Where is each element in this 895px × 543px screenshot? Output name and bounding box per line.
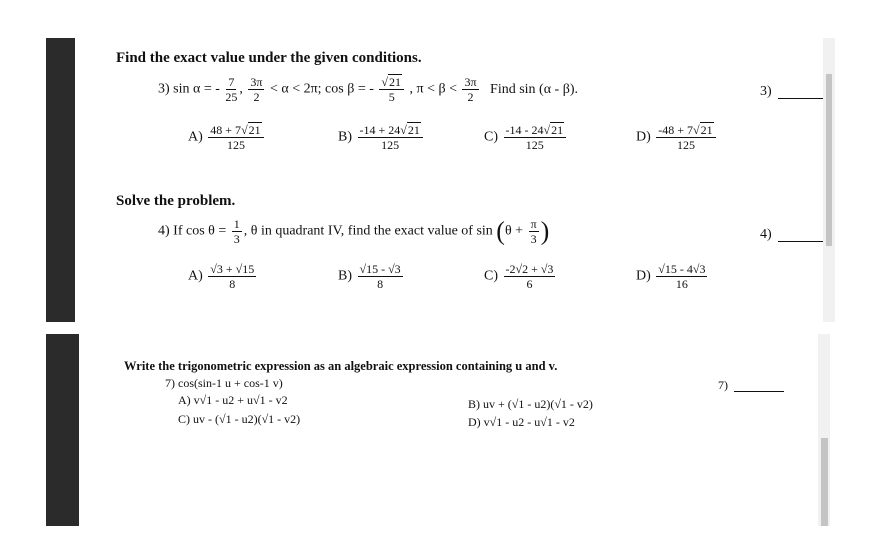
- page1-left-gutter: [46, 38, 75, 322]
- q4-choice-a[interactable]: [188, 263, 258, 290]
- q3-beta-upper-den: 2: [467, 90, 474, 104]
- q3-a-den: 125: [226, 138, 245, 152]
- q3-answer-blank[interactable]: [778, 98, 823, 99]
- q3-three-pi-den: 2: [253, 90, 260, 104]
- q3-sin-alpha: 3) sin α = -: [158, 81, 220, 97]
- q3-choice-a-label: A): [188, 129, 203, 145]
- scrollbar-thumb-page2[interactable]: [821, 438, 828, 526]
- question-3-stem: [158, 76, 578, 103]
- question-7-prompt: 7) cos(sin-1 u + cos-1 v): [165, 376, 283, 390]
- q3-c-den: 125: [525, 138, 544, 152]
- q4-a-num: √3 + √15: [210, 262, 255, 276]
- q3-c-root: 21: [551, 123, 564, 137]
- q3-choice-b-label: B): [338, 129, 352, 145]
- q4-c-num: -2√2 + √3: [505, 262, 554, 276]
- q7-choice-b[interactable]: B) uv + (√1 - u2)(√1 - v2): [468, 397, 593, 411]
- q4-a-den: 8: [229, 277, 236, 291]
- q3-choice-c-fraction: $\frac{-14 - 24√21}{125}$: [504, 124, 567, 151]
- q3-alpha-range: < α < 2π; cos β = -: [269, 81, 374, 97]
- q3-d-root: 21: [700, 123, 713, 137]
- q4-choice-a-fraction: [208, 263, 256, 290]
- q4-answer-label: 4): [760, 227, 772, 242]
- q4-choice-d-fraction: [656, 263, 707, 290]
- q3-d-den: 125: [676, 138, 695, 152]
- q7-choice-a[interactable]: A) v√1 - u2 + u√1 - v2: [178, 393, 288, 407]
- q4-b-num: √15 - √3: [359, 262, 401, 276]
- q4-choice-d[interactable]: [636, 263, 709, 290]
- q4-cos-theta: 4) If cos θ =: [158, 223, 227, 239]
- q3-three-pi-fraction: [248, 76, 264, 103]
- q3-choice-c-label: C): [484, 129, 498, 145]
- q4-left-paren: (: [496, 216, 505, 246]
- q3-b-root: 21: [407, 123, 420, 137]
- q4-arg-pre: θ +: [504, 223, 524, 239]
- q3-choice-b[interactable]: [338, 124, 425, 151]
- q3-choice-d[interactable]: [636, 124, 718, 151]
- section-heading-algebraic: Write the trigonometric expression as an algebraic expression containing u and v.: [124, 359, 558, 373]
- q4-d-num: √15 - 4√3: [658, 262, 706, 276]
- q3-comma: ,: [239, 81, 247, 97]
- q4-right-paren: ): [540, 216, 550, 246]
- q3-choice-a-fraction: $\frac{48 + 7√21}{125}$: [208, 124, 263, 151]
- q3-beta-range: , π < β <: [409, 81, 457, 97]
- q4-arg-den: 3: [530, 232, 537, 246]
- q3-choice-d-label: D): [636, 129, 651, 145]
- q4-answer-blank[interactable]: [778, 241, 823, 242]
- q3-cos-fraction: $\frac{√21}{5}$: [379, 76, 404, 103]
- q3-alpha-fraction: [225, 76, 237, 103]
- section-heading-exact-value: Find the exact value under the given conditions.: [116, 50, 422, 66]
- q4-choice-c-label: C): [484, 268, 498, 284]
- q4-pi-third: [529, 218, 539, 245]
- q4-choice-d-label: D): [636, 268, 651, 284]
- q3-choice-c[interactable]: [484, 124, 568, 151]
- q7-answer-label: 7): [718, 378, 728, 392]
- q3-find: Find sin (α - β).: [490, 81, 579, 97]
- q3-b-num: -14 + 24: [359, 123, 401, 137]
- q4-c-den: 6: [526, 277, 533, 291]
- q3-choice-b-fraction: $\frac{-14 + 24√21}{125}$: [358, 124, 423, 151]
- scrollbar-thumb-page1[interactable]: [826, 74, 832, 246]
- q3-cos-den: 5: [388, 90, 395, 104]
- q3-root21: 21: [389, 75, 401, 89]
- q3-b-den: 125: [381, 138, 400, 152]
- q4-choice-c-fraction: [504, 263, 556, 290]
- q3-three-pi-num: 3π: [250, 75, 263, 89]
- q3-d-num: -48 + 7: [658, 123, 694, 137]
- q7-choice-d[interactable]: D) v√1 - u2 - u√1 - v2: [468, 415, 575, 429]
- q7-answer-blank[interactable]: [734, 391, 784, 392]
- q4-frac-num: 1: [233, 217, 240, 231]
- q4-text: , θ in quadrant IV, find the exact value of sin: [243, 223, 493, 239]
- q4-choice-b-fraction: [358, 263, 403, 290]
- q3-beta-upper-fraction: [462, 76, 478, 103]
- q4-d-den: 16: [675, 277, 688, 291]
- q3-alpha-num: 7: [228, 75, 235, 89]
- q4-arg-num: π: [530, 217, 537, 231]
- q3-c-num: -14 - 24: [505, 123, 544, 137]
- q4-choice-b[interactable]: [338, 263, 405, 290]
- q3-alpha-den: 25: [225, 90, 238, 104]
- q4-choice-a-label: A): [188, 268, 203, 284]
- q3-a-root: 21: [248, 123, 261, 137]
- q3-choice-a[interactable]: [188, 124, 266, 151]
- q4-frac-den: 3: [233, 232, 240, 246]
- question-4-stem: [158, 218, 549, 245]
- q7-choice-c[interactable]: C) uv - (√1 - u2)(√1 - v2): [178, 412, 301, 426]
- q3-answer-label: 3): [760, 84, 772, 99]
- q3-beta-upper-num: 3π: [464, 75, 477, 89]
- q3-a-num: 48 + 7: [210, 123, 242, 137]
- q4-choice-c[interactable]: [484, 263, 557, 290]
- q4-choice-b-label: B): [338, 268, 352, 284]
- q4-one-third: [232, 218, 242, 245]
- q3-choice-d-fraction: $\frac{-48 + 7√21}{125}$: [656, 124, 715, 151]
- q4-b-den: 8: [377, 277, 384, 291]
- page2-left-gutter: [46, 334, 79, 526]
- section-heading-solve: Solve the problem.: [116, 193, 236, 209]
